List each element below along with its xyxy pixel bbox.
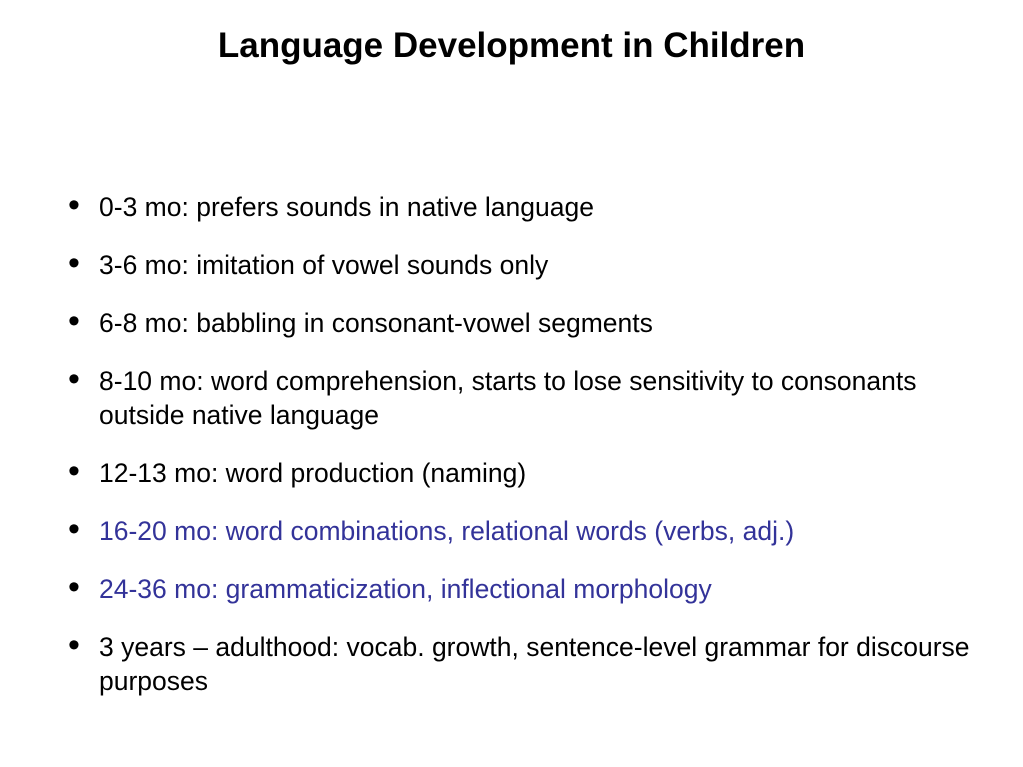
bullet-text: 0-3 mo: prefers sounds in native language: [99, 192, 594, 222]
bullet-text: 12-13 mo: word production (naming): [99, 458, 527, 488]
bullet-text: 6-8 mo: babbling in consonant-vowel segments: [99, 308, 653, 338]
bullet-dot-icon: •: [68, 186, 80, 224]
bullet-item: [68, 360, 998, 432]
bullet-item: [68, 626, 998, 698]
bullet-text: 8-10 mo: word comprehension, starts to lose sensitivity to consonants outside native language: [99, 366, 917, 430]
bullet-text: 16-20 mo: word combinations, relational words (verbs, adj.): [99, 516, 795, 546]
bullet-item: [68, 186, 998, 224]
bullet-item: [68, 302, 998, 340]
slide-title: Language Development in Children: [217, 26, 806, 65]
bullet-dot-icon: •: [68, 452, 80, 490]
bullet-item: [68, 568, 998, 606]
bullet-dot-icon: •: [68, 302, 80, 340]
bullet-text: 3 years – adulthood: vocab. growth, sentence-level grammar for discourse purposes: [99, 632, 970, 696]
bullet-text: 3-6 mo: imitation of vowel sounds only: [99, 250, 549, 280]
bullet-dot-icon: •: [68, 626, 80, 664]
bullet-dot-icon: •: [68, 360, 80, 398]
bullet-dot-icon: •: [68, 568, 80, 606]
bullet-item: [68, 510, 998, 548]
bullet-dot-icon: •: [68, 244, 80, 282]
bullet-item: [68, 452, 998, 490]
bullet-text: 24-36 mo: grammaticization, inflectional morphology: [99, 574, 712, 604]
bullet-item: [68, 244, 998, 282]
bullet-list: [68, 186, 998, 722]
bullet-dot-icon: •: [68, 510, 80, 548]
